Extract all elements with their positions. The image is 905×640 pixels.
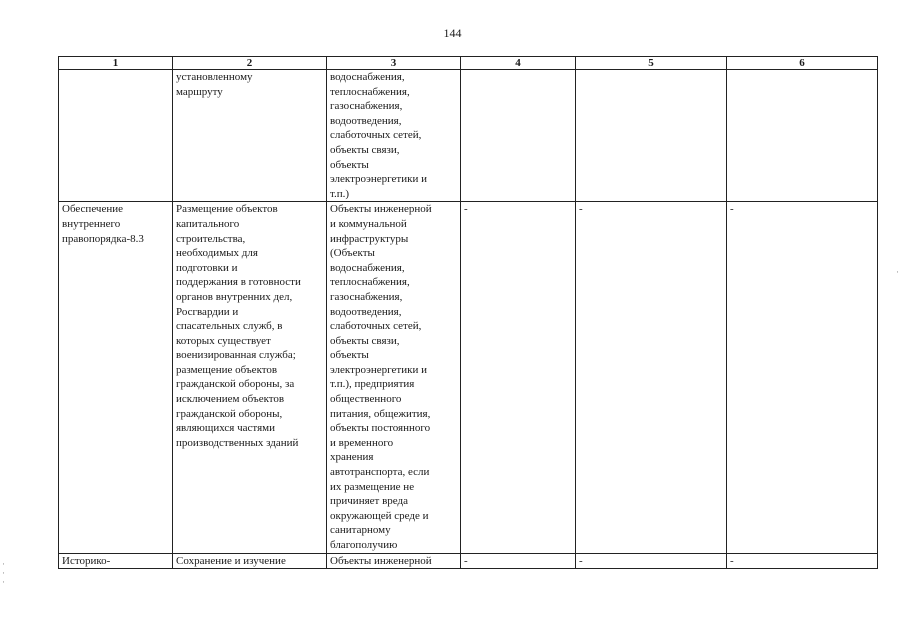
table-cell [461, 70, 576, 202]
table-row [59, 202, 878, 553]
scan-edge-mark: · · · [2, 559, 5, 587]
table-cell: установленному маршруту [173, 70, 327, 202]
column-header: 5 [576, 57, 727, 70]
table-cell: - [461, 553, 576, 569]
table-cell [576, 70, 727, 202]
table-cell [727, 70, 878, 202]
table-cell: Объекты инженерной [327, 553, 461, 569]
column-header: 4 [461, 57, 576, 70]
table-row [59, 70, 878, 202]
table-cell: водоснабжения, теплоснабжения, газоснабжения, водоотведения, слаботочных сетей, объекты связи, объекты электроэнергетики и т.п.) [327, 70, 461, 202]
table-cell: Историко- [59, 553, 173, 569]
table-cell: - [461, 202, 576, 553]
column-header: 1 [59, 57, 173, 70]
table-cell: Обеспечение внутреннего правопорядка-8.3 [59, 202, 173, 553]
table-header-row [59, 57, 878, 70]
table-cell: Размещение объектов капитального строительства, необходимых для подготовки и поддержания в готовности органов внутренних дел, Росгвардии и спасательных служб, в которых существует военизированная служба; размещение объектов гражданской обороны, за исключением объектов гражданской обороны, являющихся частями производственных зданий [173, 202, 327, 553]
column-header: 6 [727, 57, 878, 70]
table-cell: Сохранение и изучение [173, 553, 327, 569]
land-use-table [58, 56, 878, 569]
table-cell: - [727, 202, 878, 553]
table-row [59, 553, 878, 569]
table-cell: - [576, 202, 727, 553]
page-number: 144 [443, 26, 462, 40]
table-cell [59, 70, 173, 202]
table-cell: - [576, 553, 727, 569]
table-cell: - [727, 553, 878, 569]
column-header: 2 [173, 57, 327, 70]
table-cell: Объекты инженерной и коммунальной инфраструктуры (Объекты водоснабжения, теплоснабжения, газоснабжения, водоотведения, слаботочных сетей, объекты связи, объекты электроэнергетики и т.п.), предприятия общественного питания, общежития, объекты постоянного и временного хранения автотранспорта, если их размещение не причиняет вреда окружающей среде и санитарному благополучию [327, 202, 461, 553]
scan-edge-mark: · [896, 267, 899, 277]
column-header: 3 [327, 57, 461, 70]
